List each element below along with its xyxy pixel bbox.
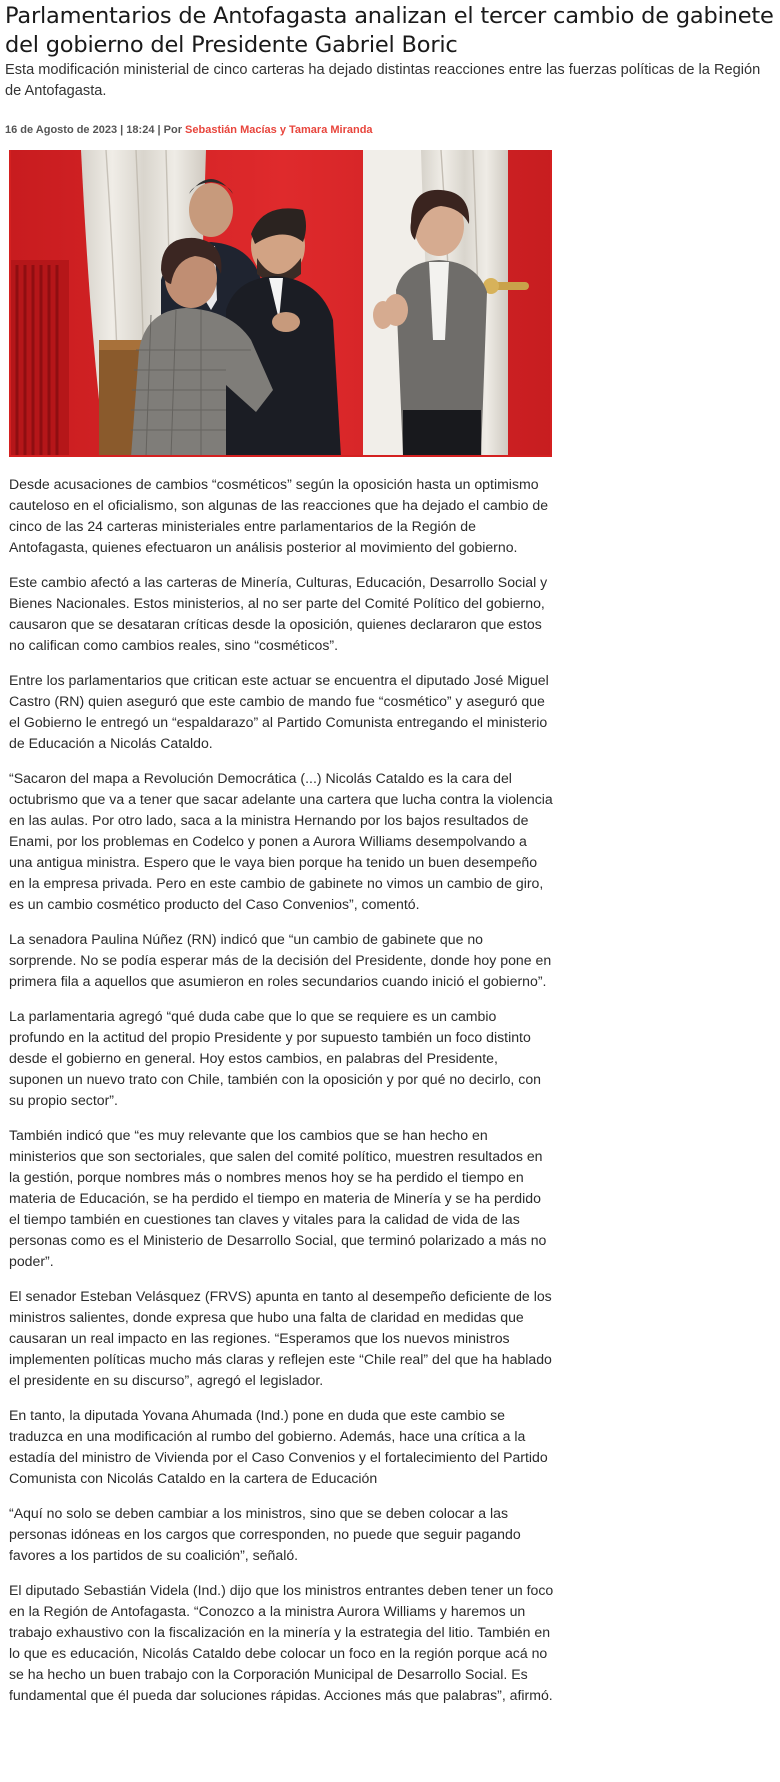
- article-title: Parlamentarios de Antofagasta analizan el tercer cambio de gabinete del gobierno del Presidente Gabriel Boric: [5, 3, 774, 58]
- article-paragraph: Desde acusaciones de cambios “cosméticos” según la oposición hasta un optimismo cauteloso en el oficialismo, son algunas de las reacciones que ha dejado el cambio de cinco de las 24 carteras ministeriales entre parlamentarios de la Región de Antofagasta, quienes efectuaron un análisis posterior al movimiento del gobierno.: [9, 476, 549, 555]
- article-paragraph: La senadora Paulina Núñez (RN) indicó que “un cambio de gabinete que no sorprende. No se podía esperar más de la decisión del Presidente, donde hoy pone en primera fila a aquellos que asumieron en roles secundarios cuando inició el gobierno”.: [9, 931, 552, 989]
- article-paragraph: Entre los parlamentarios que critican este actuar se encuentra el diputado José Miguel Castro (RN) quien aseguró que este cambio de mando fue “cosmético” y aseguró que el Gobierno le entregó un “espaldarazo” al Partido Comunista entregando el ministerio de Educación a Nicolás Cataldo.: [9, 672, 549, 751]
- publish-date: 16 de Agosto de 2023: [5, 124, 118, 136]
- article-paragraph: “Aquí no solo se deben cambiar a los ministros, sino que se deben colocar a las personas idóneas en los cargos que corresponden, no puede que seguir pagando favores a los partidos de su coalición”, señaló.: [9, 1505, 521, 1563]
- article-paragraph: “Sacaron del mapa a Revolución Democrática (...) Nicolás Cataldo es la cara del octubrismo que va a tener que sacar adelante una cartera que lucha contra la violencia en las aulas. Por otro lado, saca a la ministra Hernando por los bajos resultados de Enami, por los problemas en Codelco y ponen a Aurora Williams desempolvando a una antigua ministra. Espero que le vaya bien porque ha tenido un buen desempeño en la empresa privada. Pero en este cambio de gabinete no vimos un cambio de giro, es un cambio cosmético producto del Caso Convenios”, comentó.: [9, 770, 553, 912]
- article-photo: [9, 150, 552, 457]
- publish-time: 18:24: [126, 124, 155, 136]
- article-paragraph: El senador Esteban Velásquez (FRVS) apunta en tanto al desempeño deficiente de los ministros salientes, donde expresa que hubo una falta de claridad en medidas que causaran un real impacto en las regiones. “Esperamos que los nuevos ministros implementen políticas mucho más claras y reflejen este “Chile real” del que ha hablado el presidente en su discurso”, agregó el legislador.: [9, 1288, 552, 1388]
- article-paragraph: La parlamentaria agregó “qué duda cabe que lo que se requiere es un cambio profundo en la actitud del propio Presidente y por supuesto también un foco distinto desde el gobierno en general. Hoy estos cambios, en palabras del Presidente, suponen un nuevo trato con Chile, también con la oposición y por qué no decirlo, con su propio sector”.: [9, 1008, 541, 1108]
- byline-prefix: Por: [163, 124, 182, 136]
- author-link[interactable]: Sebastián Macías y Tamara Miranda: [185, 124, 373, 136]
- article-paragraph: El diputado Sebastián Videla (Ind.) dijo que los ministros entrantes deben tener un foco en la Región de Antofagasta. “Conozco a la ministra Aurora Williams y haremos un trabajo exhaustivo con la fiscalización en la minería y la estrategia del litio. También en lo que es educación, Nicolás Cataldo debe colocar un foco en la región porque acá no se ha hecho un buen trabajo con la Corporación Municipal de Desarrollo Social. Es fundamental que él pueda dar soluciones rápidas. Acciones más que palabras”, afirmó.: [9, 1582, 554, 1703]
- article-paragraph: En tanto, la diputada Yovana Ahumada (Ind.) pone en duda que este cambio se traduzca en una modificación al rumbo del gobierno. Además, hace una crítica a la estadía del ministro de Vivienda por el Caso Convenios y el fortalecimiento del Partido Comunista con Nicolás Cataldo en la cartera de Educación: [9, 1407, 548, 1486]
- article-body: [9, 474, 554, 1720]
- article-paragraph: Este cambio afectó a las carteras de Minería, Culturas, Educación, Desarrollo Social y Bienes Nacionales. Estos ministerios, al no ser parte del Comité Político del gobierno, causaron que se desataran críticas desde la oposición, quienes declararon que estos no califican como cambios reales, sino “cosméticos”.: [9, 574, 548, 653]
- article-summary: Esta modificación ministerial de cinco carteras ha dejado distintas reacciones entre las fuerzas políticas de la Región de Antofagasta.: [5, 62, 761, 99]
- article-byline: 16 de Agosto de 2023 | 18:24 | Por Sebastián Macías y Tamara Miranda: [5, 124, 373, 136]
- article-paragraph: También indicó que “es muy relevante que los cambios que se han hecho en ministerios que son sectoriales, que salen del comité político, muestren resultados en la gestión, porque nombres más o nombres menos hoy se ha perdido el tiempo en materia de Educación, se ha perdido el tiempo en materia de Minería y se ha perdido el tiempo también en cuestiones tan claves y vitales para la calidad de vida de las personas como es el Ministerio de Desarrollo Social, que terminó polarizado a más no poder”.: [9, 1127, 547, 1269]
- press-photo-icon: [11, 150, 552, 457]
